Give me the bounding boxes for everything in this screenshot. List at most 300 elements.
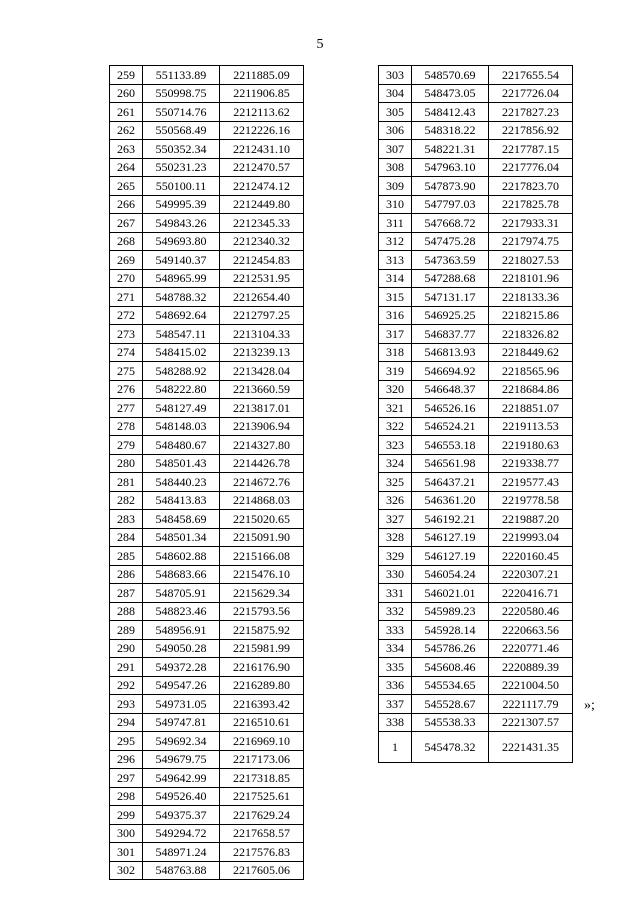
x-coordinate-cell: 548480.67	[143, 436, 220, 455]
y-coordinate-cell: 2217726.04	[489, 84, 573, 103]
y-coordinate-cell: 2213239.13	[220, 343, 304, 362]
point-number-cell: 286	[110, 565, 143, 584]
x-coordinate-cell: 550568.49	[143, 121, 220, 140]
point-number-cell: 1	[379, 732, 412, 763]
table-row	[379, 232, 573, 251]
y-coordinate-cell: 2215091.90	[220, 528, 304, 547]
y-coordinate-cell: 2218684.86	[489, 380, 573, 399]
x-coordinate-cell: 549372.28	[143, 658, 220, 677]
table-row	[379, 658, 573, 677]
table-row	[379, 343, 573, 362]
closing-quote-mark: »;	[584, 698, 595, 713]
y-coordinate-cell: 2212226.16	[220, 121, 304, 140]
table-row	[110, 66, 304, 85]
table-row	[379, 454, 573, 473]
point-number-cell: 312	[379, 232, 412, 251]
y-coordinate-cell: 2211885.09	[220, 66, 304, 85]
table-row	[379, 251, 573, 270]
x-coordinate-cell: 545538.33	[412, 713, 489, 732]
table-row	[379, 362, 573, 381]
table-row	[110, 195, 304, 214]
x-coordinate-cell: 545534.65	[412, 676, 489, 695]
x-coordinate-cell: 549747.81	[143, 713, 220, 732]
table-row	[379, 510, 573, 529]
coordinates-table-left-body	[110, 66, 304, 880]
y-coordinate-cell: 2213817.01	[220, 399, 304, 418]
table-row	[110, 491, 304, 510]
point-number-cell: 288	[110, 602, 143, 621]
point-number-cell: 301	[110, 843, 143, 862]
y-coordinate-cell: 2213104.33	[220, 325, 304, 344]
table-row	[379, 621, 573, 640]
y-coordinate-cell: 2217787.15	[489, 140, 573, 159]
table-row	[110, 547, 304, 566]
table-row	[110, 436, 304, 455]
point-number-cell: 263	[110, 140, 143, 159]
x-coordinate-cell: 549693.80	[143, 232, 220, 251]
point-number-cell: 330	[379, 565, 412, 584]
y-coordinate-cell: 2218565.96	[489, 362, 573, 381]
point-number-cell: 300	[110, 824, 143, 843]
point-number-cell: 327	[379, 510, 412, 529]
y-coordinate-cell: 2214672.76	[220, 473, 304, 492]
x-coordinate-cell: 546837.77	[412, 325, 489, 344]
y-coordinate-cell: 2217525.61	[220, 787, 304, 806]
point-number-cell: 321	[379, 399, 412, 418]
table-row	[379, 84, 573, 103]
y-coordinate-cell: 2220416.71	[489, 584, 573, 603]
table-row	[110, 214, 304, 233]
y-coordinate-cell: 2218326.82	[489, 325, 573, 344]
point-number-cell: 265	[110, 177, 143, 196]
table-row	[110, 177, 304, 196]
table-row	[110, 343, 304, 362]
point-number-cell: 329	[379, 547, 412, 566]
x-coordinate-cell: 548705.91	[143, 584, 220, 603]
x-coordinate-cell: 547475.28	[412, 232, 489, 251]
table-row	[379, 66, 573, 85]
point-number-cell: 298	[110, 787, 143, 806]
table-row	[110, 861, 304, 880]
table-row	[379, 713, 573, 732]
x-coordinate-cell: 548965.99	[143, 269, 220, 288]
y-coordinate-cell: 2216176.90	[220, 658, 304, 677]
x-coordinate-cell: 548692.64	[143, 306, 220, 325]
y-coordinate-cell: 2219993.04	[489, 528, 573, 547]
x-coordinate-cell: 549731.05	[143, 695, 220, 714]
y-coordinate-cell: 2215981.99	[220, 639, 304, 658]
point-number-cell: 333	[379, 621, 412, 640]
point-number-cell: 261	[110, 103, 143, 122]
table-row	[379, 269, 573, 288]
point-number-cell: 295	[110, 732, 143, 751]
point-number-cell: 331	[379, 584, 412, 603]
point-number-cell: 259	[110, 66, 143, 85]
y-coordinate-cell: 2219887.20	[489, 510, 573, 529]
table-row	[110, 676, 304, 695]
table-row	[110, 380, 304, 399]
y-coordinate-cell: 2218215.86	[489, 306, 573, 325]
y-coordinate-cell: 2216969.10	[220, 732, 304, 751]
y-coordinate-cell: 2215166.08	[220, 547, 304, 566]
point-number-cell: 320	[379, 380, 412, 399]
x-coordinate-cell: 546813.93	[412, 343, 489, 362]
y-coordinate-cell: 2220771.46	[489, 639, 573, 658]
point-number-cell: 267	[110, 214, 143, 233]
y-coordinate-cell: 2219778.58	[489, 491, 573, 510]
y-coordinate-cell: 2217856.92	[489, 121, 573, 140]
x-coordinate-cell: 546694.92	[412, 362, 489, 381]
table-row	[110, 251, 304, 270]
y-coordinate-cell: 2216510.61	[220, 713, 304, 732]
point-number-cell: 306	[379, 121, 412, 140]
table-row	[110, 158, 304, 177]
y-coordinate-cell: 2212470.57	[220, 158, 304, 177]
table-row	[379, 584, 573, 603]
y-coordinate-cell: 2217776.04	[489, 158, 573, 177]
x-coordinate-cell: 548570.69	[412, 66, 489, 85]
point-number-cell: 291	[110, 658, 143, 677]
y-coordinate-cell: 2221117.79	[489, 695, 573, 714]
coordinates-table-right-body	[379, 66, 573, 763]
x-coordinate-cell: 548602.88	[143, 547, 220, 566]
table-row	[110, 269, 304, 288]
x-coordinate-cell: 545608.46	[412, 658, 489, 677]
table-row	[110, 639, 304, 658]
x-coordinate-cell: 546553.18	[412, 436, 489, 455]
y-coordinate-cell: 2218101.96	[489, 269, 573, 288]
y-coordinate-cell: 2217827.23	[489, 103, 573, 122]
table-row	[379, 214, 573, 233]
table-row	[110, 399, 304, 418]
table-row	[110, 417, 304, 436]
x-coordinate-cell: 548288.92	[143, 362, 220, 381]
y-coordinate-cell: 2212345.33	[220, 214, 304, 233]
point-number-cell: 303	[379, 66, 412, 85]
point-number-cell: 270	[110, 269, 143, 288]
x-coordinate-cell: 548788.32	[143, 288, 220, 307]
table-row	[379, 195, 573, 214]
x-coordinate-cell: 548222.80	[143, 380, 220, 399]
table-row	[110, 288, 304, 307]
table-row	[110, 843, 304, 862]
x-coordinate-cell: 547363.59	[412, 251, 489, 270]
table-row	[110, 362, 304, 381]
point-number-cell: 287	[110, 584, 143, 603]
point-number-cell: 326	[379, 491, 412, 510]
point-number-cell: 337	[379, 695, 412, 714]
x-coordinate-cell: 549995.39	[143, 195, 220, 214]
y-coordinate-cell: 2212474.12	[220, 177, 304, 196]
x-coordinate-cell: 550231.23	[143, 158, 220, 177]
table-row	[110, 824, 304, 843]
table-row	[110, 695, 304, 714]
y-coordinate-cell: 2221004.50	[489, 676, 573, 695]
table-row	[110, 454, 304, 473]
y-coordinate-cell: 2212340.32	[220, 232, 304, 251]
x-coordinate-cell: 546127.19	[412, 547, 489, 566]
y-coordinate-cell: 2214426.78	[220, 454, 304, 473]
y-coordinate-cell: 2221431.35	[489, 732, 573, 763]
y-coordinate-cell: 2217933.31	[489, 214, 573, 233]
table-row	[110, 602, 304, 621]
y-coordinate-cell: 2220889.39	[489, 658, 573, 677]
table-row	[110, 565, 304, 584]
x-coordinate-cell: 545786.26	[412, 639, 489, 658]
x-coordinate-cell: 546361.20	[412, 491, 489, 510]
x-coordinate-cell: 546021.01	[412, 584, 489, 603]
point-number-cell: 314	[379, 269, 412, 288]
point-number-cell: 302	[110, 861, 143, 880]
point-number-cell: 299	[110, 806, 143, 825]
x-coordinate-cell: 545528.67	[412, 695, 489, 714]
x-coordinate-cell: 548501.43	[143, 454, 220, 473]
y-coordinate-cell: 2215020.65	[220, 510, 304, 529]
x-coordinate-cell: 548473.05	[412, 84, 489, 103]
y-coordinate-cell: 2216289.80	[220, 676, 304, 695]
point-number-cell: 289	[110, 621, 143, 640]
point-number-cell: 325	[379, 473, 412, 492]
point-number-cell: 273	[110, 325, 143, 344]
y-coordinate-cell: 2219577.43	[489, 473, 573, 492]
point-number-cell: 278	[110, 417, 143, 436]
x-coordinate-cell: 547963.10	[412, 158, 489, 177]
point-number-cell: 322	[379, 417, 412, 436]
x-coordinate-cell: 549050.28	[143, 639, 220, 658]
table-row	[110, 787, 304, 806]
table-row	[379, 565, 573, 584]
y-coordinate-cell: 2217173.06	[220, 750, 304, 769]
coordinates-table-right	[378, 65, 573, 763]
x-coordinate-cell: 546925.25	[412, 306, 489, 325]
x-coordinate-cell: 550352.34	[143, 140, 220, 159]
y-coordinate-cell: 2212654.40	[220, 288, 304, 307]
table-row	[110, 658, 304, 677]
x-coordinate-cell: 548318.22	[412, 121, 489, 140]
table-row	[379, 177, 573, 196]
x-coordinate-cell: 547131.17	[412, 288, 489, 307]
point-number-cell: 332	[379, 602, 412, 621]
table-row	[110, 140, 304, 159]
y-coordinate-cell: 2214327.80	[220, 436, 304, 455]
table-row	[110, 121, 304, 140]
y-coordinate-cell: 2217318.85	[220, 769, 304, 788]
y-coordinate-cell: 2214868.03	[220, 491, 304, 510]
point-number-cell: 310	[379, 195, 412, 214]
table-row	[110, 84, 304, 103]
point-number-cell: 297	[110, 769, 143, 788]
x-coordinate-cell: 549642.99	[143, 769, 220, 788]
y-coordinate-cell: 2215793.56	[220, 602, 304, 621]
point-number-cell: 268	[110, 232, 143, 251]
x-coordinate-cell: 547797.03	[412, 195, 489, 214]
y-coordinate-cell: 2219338.77	[489, 454, 573, 473]
y-coordinate-cell: 2216393.42	[220, 695, 304, 714]
point-number-cell: 281	[110, 473, 143, 492]
point-number-cell: 317	[379, 325, 412, 344]
point-number-cell: 271	[110, 288, 143, 307]
table-row	[110, 750, 304, 769]
table-row	[110, 621, 304, 640]
y-coordinate-cell: 2212113.62	[220, 103, 304, 122]
y-coordinate-cell: 2212431.10	[220, 140, 304, 159]
x-coordinate-cell: 546127.19	[412, 528, 489, 547]
table-row	[110, 713, 304, 732]
x-coordinate-cell: 545989.23	[412, 602, 489, 621]
x-coordinate-cell: 546437.21	[412, 473, 489, 492]
point-number-cell: 280	[110, 454, 143, 473]
x-coordinate-cell: 547873.90	[412, 177, 489, 196]
x-coordinate-cell: 548501.34	[143, 528, 220, 547]
point-number-cell: 311	[379, 214, 412, 233]
table-row	[110, 325, 304, 344]
y-coordinate-cell: 2220580.46	[489, 602, 573, 621]
point-number-cell: 279	[110, 436, 143, 455]
table-row	[379, 602, 573, 621]
table-row	[379, 103, 573, 122]
table-row	[379, 288, 573, 307]
x-coordinate-cell: 551133.89	[143, 66, 220, 85]
x-coordinate-cell: 550714.76	[143, 103, 220, 122]
x-coordinate-cell: 549140.37	[143, 251, 220, 270]
table-row	[379, 695, 573, 714]
x-coordinate-cell: 548458.69	[143, 510, 220, 529]
y-coordinate-cell: 2215875.92	[220, 621, 304, 640]
y-coordinate-cell: 2218133.36	[489, 288, 573, 307]
y-coordinate-cell: 2212454.83	[220, 251, 304, 270]
point-number-cell: 319	[379, 362, 412, 381]
x-coordinate-cell: 549375.37	[143, 806, 220, 825]
y-coordinate-cell: 2212797.25	[220, 306, 304, 325]
point-number-cell: 277	[110, 399, 143, 418]
y-coordinate-cell: 2219113.53	[489, 417, 573, 436]
x-coordinate-cell: 548221.31	[412, 140, 489, 159]
x-coordinate-cell: 546561.98	[412, 454, 489, 473]
point-number-cell: 292	[110, 676, 143, 695]
table-row	[379, 399, 573, 418]
point-number-cell: 262	[110, 121, 143, 140]
page-number: 5	[316, 37, 324, 52]
table-row	[379, 325, 573, 344]
y-coordinate-cell: 2213428.04	[220, 362, 304, 381]
table-row	[379, 473, 573, 492]
point-number-cell: 305	[379, 103, 412, 122]
point-number-cell: 275	[110, 362, 143, 381]
table-row	[379, 121, 573, 140]
table-row	[379, 528, 573, 547]
y-coordinate-cell: 2215629.34	[220, 584, 304, 603]
y-coordinate-cell: 2212449.80	[220, 195, 304, 214]
point-number-cell: 308	[379, 158, 412, 177]
table-row	[110, 306, 304, 325]
table-row	[110, 528, 304, 547]
point-number-cell: 274	[110, 343, 143, 362]
x-coordinate-cell: 548412.43	[412, 103, 489, 122]
x-coordinate-cell: 548971.24	[143, 843, 220, 862]
x-coordinate-cell: 548127.49	[143, 399, 220, 418]
x-coordinate-cell: 547668.72	[412, 214, 489, 233]
table-row	[379, 417, 573, 436]
point-number-cell: 338	[379, 713, 412, 732]
y-coordinate-cell: 2211906.85	[220, 84, 304, 103]
y-coordinate-cell: 2215476.10	[220, 565, 304, 584]
point-number-cell: 304	[379, 84, 412, 103]
y-coordinate-cell: 2217974.75	[489, 232, 573, 251]
x-coordinate-cell: 546524.21	[412, 417, 489, 436]
y-coordinate-cell: 2221307.57	[489, 713, 573, 732]
table-row	[110, 806, 304, 825]
point-number-cell: 323	[379, 436, 412, 455]
point-number-cell: 318	[379, 343, 412, 362]
x-coordinate-cell: 548956.91	[143, 621, 220, 640]
table-row	[379, 140, 573, 159]
x-coordinate-cell: 546526.16	[412, 399, 489, 418]
x-coordinate-cell: 545928.14	[412, 621, 489, 640]
table-row	[379, 158, 573, 177]
point-number-cell: 324	[379, 454, 412, 473]
y-coordinate-cell: 2220160.45	[489, 547, 573, 566]
table-row	[110, 232, 304, 251]
y-coordinate-cell: 2217658.57	[220, 824, 304, 843]
point-number-cell: 316	[379, 306, 412, 325]
y-coordinate-cell: 2220307.21	[489, 565, 573, 584]
y-coordinate-cell: 2218449.62	[489, 343, 573, 362]
y-coordinate-cell: 2217823.70	[489, 177, 573, 196]
point-number-cell: 285	[110, 547, 143, 566]
point-number-cell: 336	[379, 676, 412, 695]
point-number-cell: 276	[110, 380, 143, 399]
point-number-cell: 309	[379, 177, 412, 196]
point-number-cell: 264	[110, 158, 143, 177]
table-row	[110, 769, 304, 788]
point-number-cell: 313	[379, 251, 412, 270]
y-coordinate-cell: 2217825.78	[489, 195, 573, 214]
y-coordinate-cell: 2218851.07	[489, 399, 573, 418]
table-row	[379, 547, 573, 566]
x-coordinate-cell: 548440.23	[143, 473, 220, 492]
x-coordinate-cell: 548148.03	[143, 417, 220, 436]
y-coordinate-cell: 2219180.63	[489, 436, 573, 455]
point-number-cell: 266	[110, 195, 143, 214]
point-number-cell: 307	[379, 140, 412, 159]
point-number-cell: 296	[110, 750, 143, 769]
point-number-cell: 315	[379, 288, 412, 307]
table-row	[379, 732, 573, 763]
x-coordinate-cell: 549526.40	[143, 787, 220, 806]
point-number-cell: 283	[110, 510, 143, 529]
coordinates-table-left	[109, 65, 304, 880]
y-coordinate-cell: 2217605.06	[220, 861, 304, 880]
point-number-cell: 260	[110, 84, 143, 103]
table-row	[110, 473, 304, 492]
table-row	[379, 306, 573, 325]
x-coordinate-cell: 546192.21	[412, 510, 489, 529]
table-row	[379, 676, 573, 695]
table-row	[110, 103, 304, 122]
y-coordinate-cell: 2213906.94	[220, 417, 304, 436]
x-coordinate-cell: 548763.88	[143, 861, 220, 880]
point-number-cell: 269	[110, 251, 143, 270]
x-coordinate-cell: 548413.83	[143, 491, 220, 510]
point-number-cell: 294	[110, 713, 143, 732]
x-coordinate-cell: 549843.26	[143, 214, 220, 233]
point-number-cell: 282	[110, 491, 143, 510]
point-number-cell: 334	[379, 639, 412, 658]
x-coordinate-cell: 550100.11	[143, 177, 220, 196]
y-coordinate-cell: 2217576.83	[220, 843, 304, 862]
x-coordinate-cell: 549547.26	[143, 676, 220, 695]
x-coordinate-cell: 548547.11	[143, 325, 220, 344]
